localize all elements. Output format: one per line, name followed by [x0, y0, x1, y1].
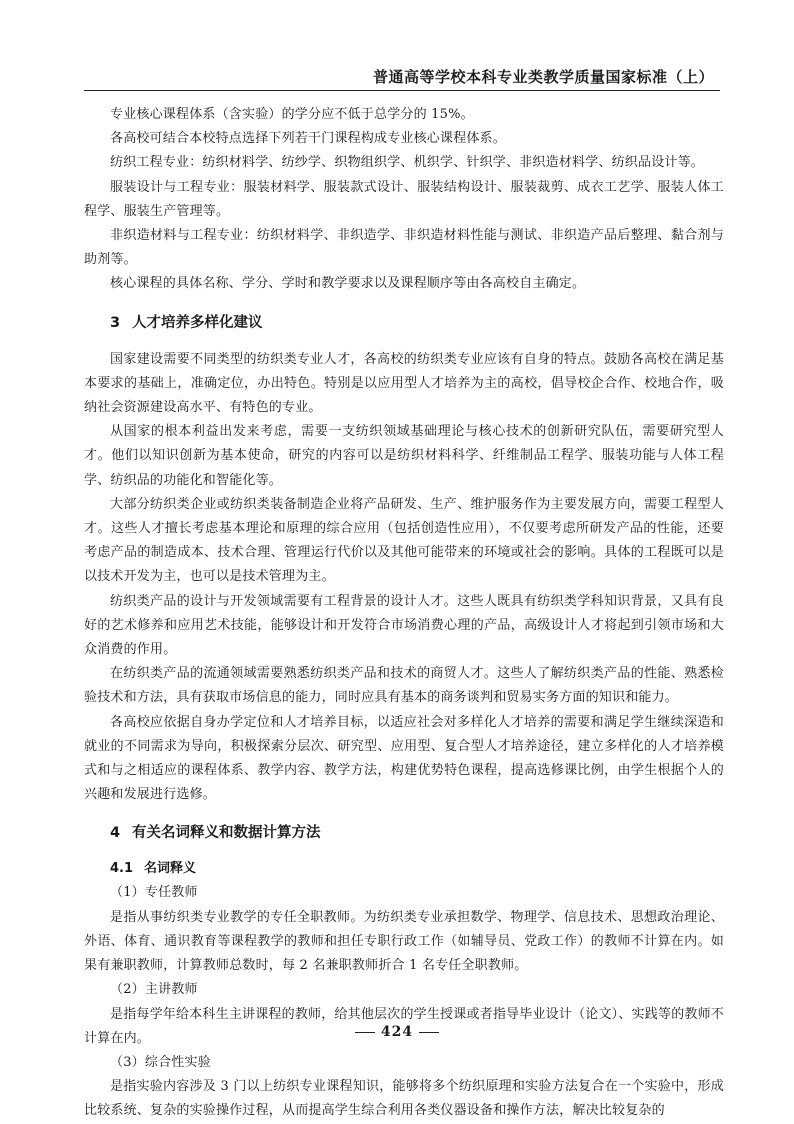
- paragraph: 非织造材料与工程专业：纺织材料学、非织造学、非织造材料性能与测试、非织造产品后整理、黏合剂与助剂等。: [84, 228, 724, 268]
- section-heading: [84, 312, 724, 334]
- paragraph: 是指从事纺织类专业教学的专任全职教师。为纺织类专业承担数学、物理学、信息技术、思想政治理论、外语、体育、通识教育等课程教学的教师和担任专职行政工作（如辅导员、党政工作）的教师不计算在内。如果有兼职教师，计算教师总数时，每 2 名兼职教师折合 1 名专任全职教师。: [84, 909, 724, 974]
- term-title: （2）主讲教师: [110, 982, 198, 998]
- footer-dash-left: [355, 1032, 375, 1033]
- running-header-title: 普通高等学校本科专业类教学质量国家标准（上）: [372, 68, 714, 86]
- section-number: 4: [110, 825, 121, 842]
- paragraph: 国家建设需要不同类型的纺织类专业人才，各高校的纺织类专业应该有自身的特点。鼓励各高校在满足基本要求的基础上，准确定位，办出特色。特别是以应用型人才培养为主的高校，倡导校企合作、校地合作，吸纳社会资源建设高水平、有特色的专业。: [84, 351, 724, 416]
- subsection-number: 4.1: [110, 861, 134, 877]
- section-title: 人才培养多样化建议: [132, 314, 263, 331]
- page-footer: [0, 1024, 794, 1040]
- paragraph: 是指每学年给本科生主讲课程的教师，给其他层次的学生授课或者指导毕业设计（论文）、实践等的教师不计算在内。: [84, 1006, 724, 1046]
- subsection-title: 名词释义: [144, 861, 197, 877]
- paragraph: 核心课程的具体名称、学分、学时和教学要求以及课程顺序等由各高校自主确定。: [110, 276, 586, 292]
- paragraph: 从国家的根本利益出发来考虑，需要一支纺织领域基础理论与核心技术的创新研究队伍，需要研究型人才。他们以知识创新为基本使命，研究的内容可以是纺织材料科学、纤维制品工程学、服装功能与人体工程学、纺织品的功能化和智能化等。: [84, 424, 724, 488]
- running-header: [84, 60, 720, 91]
- subsection-heading: [84, 858, 724, 880]
- section-title: 有关名词释义和数据计算方法: [132, 825, 321, 842]
- paragraph: 大部分纺织类企业或纺织类装备制造企业将产品研发、生产、维护服务作为主要发展方向，需要工程型人才。这些人才擅长考虑基本理论和原理的综合应用（包括创造性应用），不仅要考虑所研发产品的性能，还要考虑产品的制造成本、技术合理、管理运行代价以及其他可能带来的环境或社会的影响。具体的工程既可以是以技术开发为主，也可以是技术管理为主。: [84, 496, 724, 585]
- paragraph: 是指实验内容涉及 3 门以上纺织专业课程知识，能够将多个纺织原理和实验方法复合在一个实验中，形成比较系统、复杂的实验操作过程，从而提高学生综合利用各类仪器设备和操作方法，解决比较复杂的: [84, 1079, 724, 1119]
- paragraph: 服装设计与工程专业：服装材料学、服装款式设计、服装结构设计、服装裁剪、成衣工艺学、服装人体工程学、服装生产管理等。: [84, 179, 724, 219]
- term-title: （3）综合性实验: [110, 1054, 211, 1070]
- section-number: 3: [110, 314, 121, 331]
- paragraph: 各高校可结合本校特点选择下列若干门课程构成专业核心课程体系。: [110, 131, 507, 147]
- footer-dash-right: [419, 1032, 439, 1033]
- paragraph: 各高校应依据自身办学定位和人才培养目标，以适应社会对多样化人才培养的需要和满足学生继续深造和就业的不同需求为导向，积极探索分层次、研究型、应用型、复合型人才培养途径，建立多样化的人才培养模式和与之相适应的课程体系、教学内容、教学方法，构建优势特色课程，提高选修课比例，由学生根据个人的兴趣和发展进行选修。: [84, 714, 724, 803]
- paragraph: 在纺织类产品的流通领域需要熟悉纺织类产品和技术的商贸人才。这些人了解纺织类产品的性能、熟悉检验技术和方法，具有获取市场信息的能力，同时应具有基本的商务谈判和贸易实务方面的知识和能力。: [84, 666, 724, 706]
- paragraph: 纺织类产品的设计与开发领域需要有工程背景的设计人才。这些人既具有纺织类学科知识背景，又具有良好的艺术修养和应用艺术技能，能够设计和开发符合市场消费心理的产品，高级设计人才将起到引领市场和大众消费的作用。: [84, 593, 724, 658]
- page-number: 424: [380, 1024, 414, 1040]
- section-heading: [84, 822, 724, 844]
- paragraph: 纺织工程专业：纺织材料学、纺纱学、织物组织学、机织学、针织学、非织造材料学、纺织品设计等。: [110, 155, 705, 171]
- document-body: [84, 103, 724, 1124]
- paragraph: 专业核心课程体系（含实验）的学分应不低于总学分的 15%。: [110, 107, 474, 122]
- term-title: （1）专任教师: [110, 885, 198, 901]
